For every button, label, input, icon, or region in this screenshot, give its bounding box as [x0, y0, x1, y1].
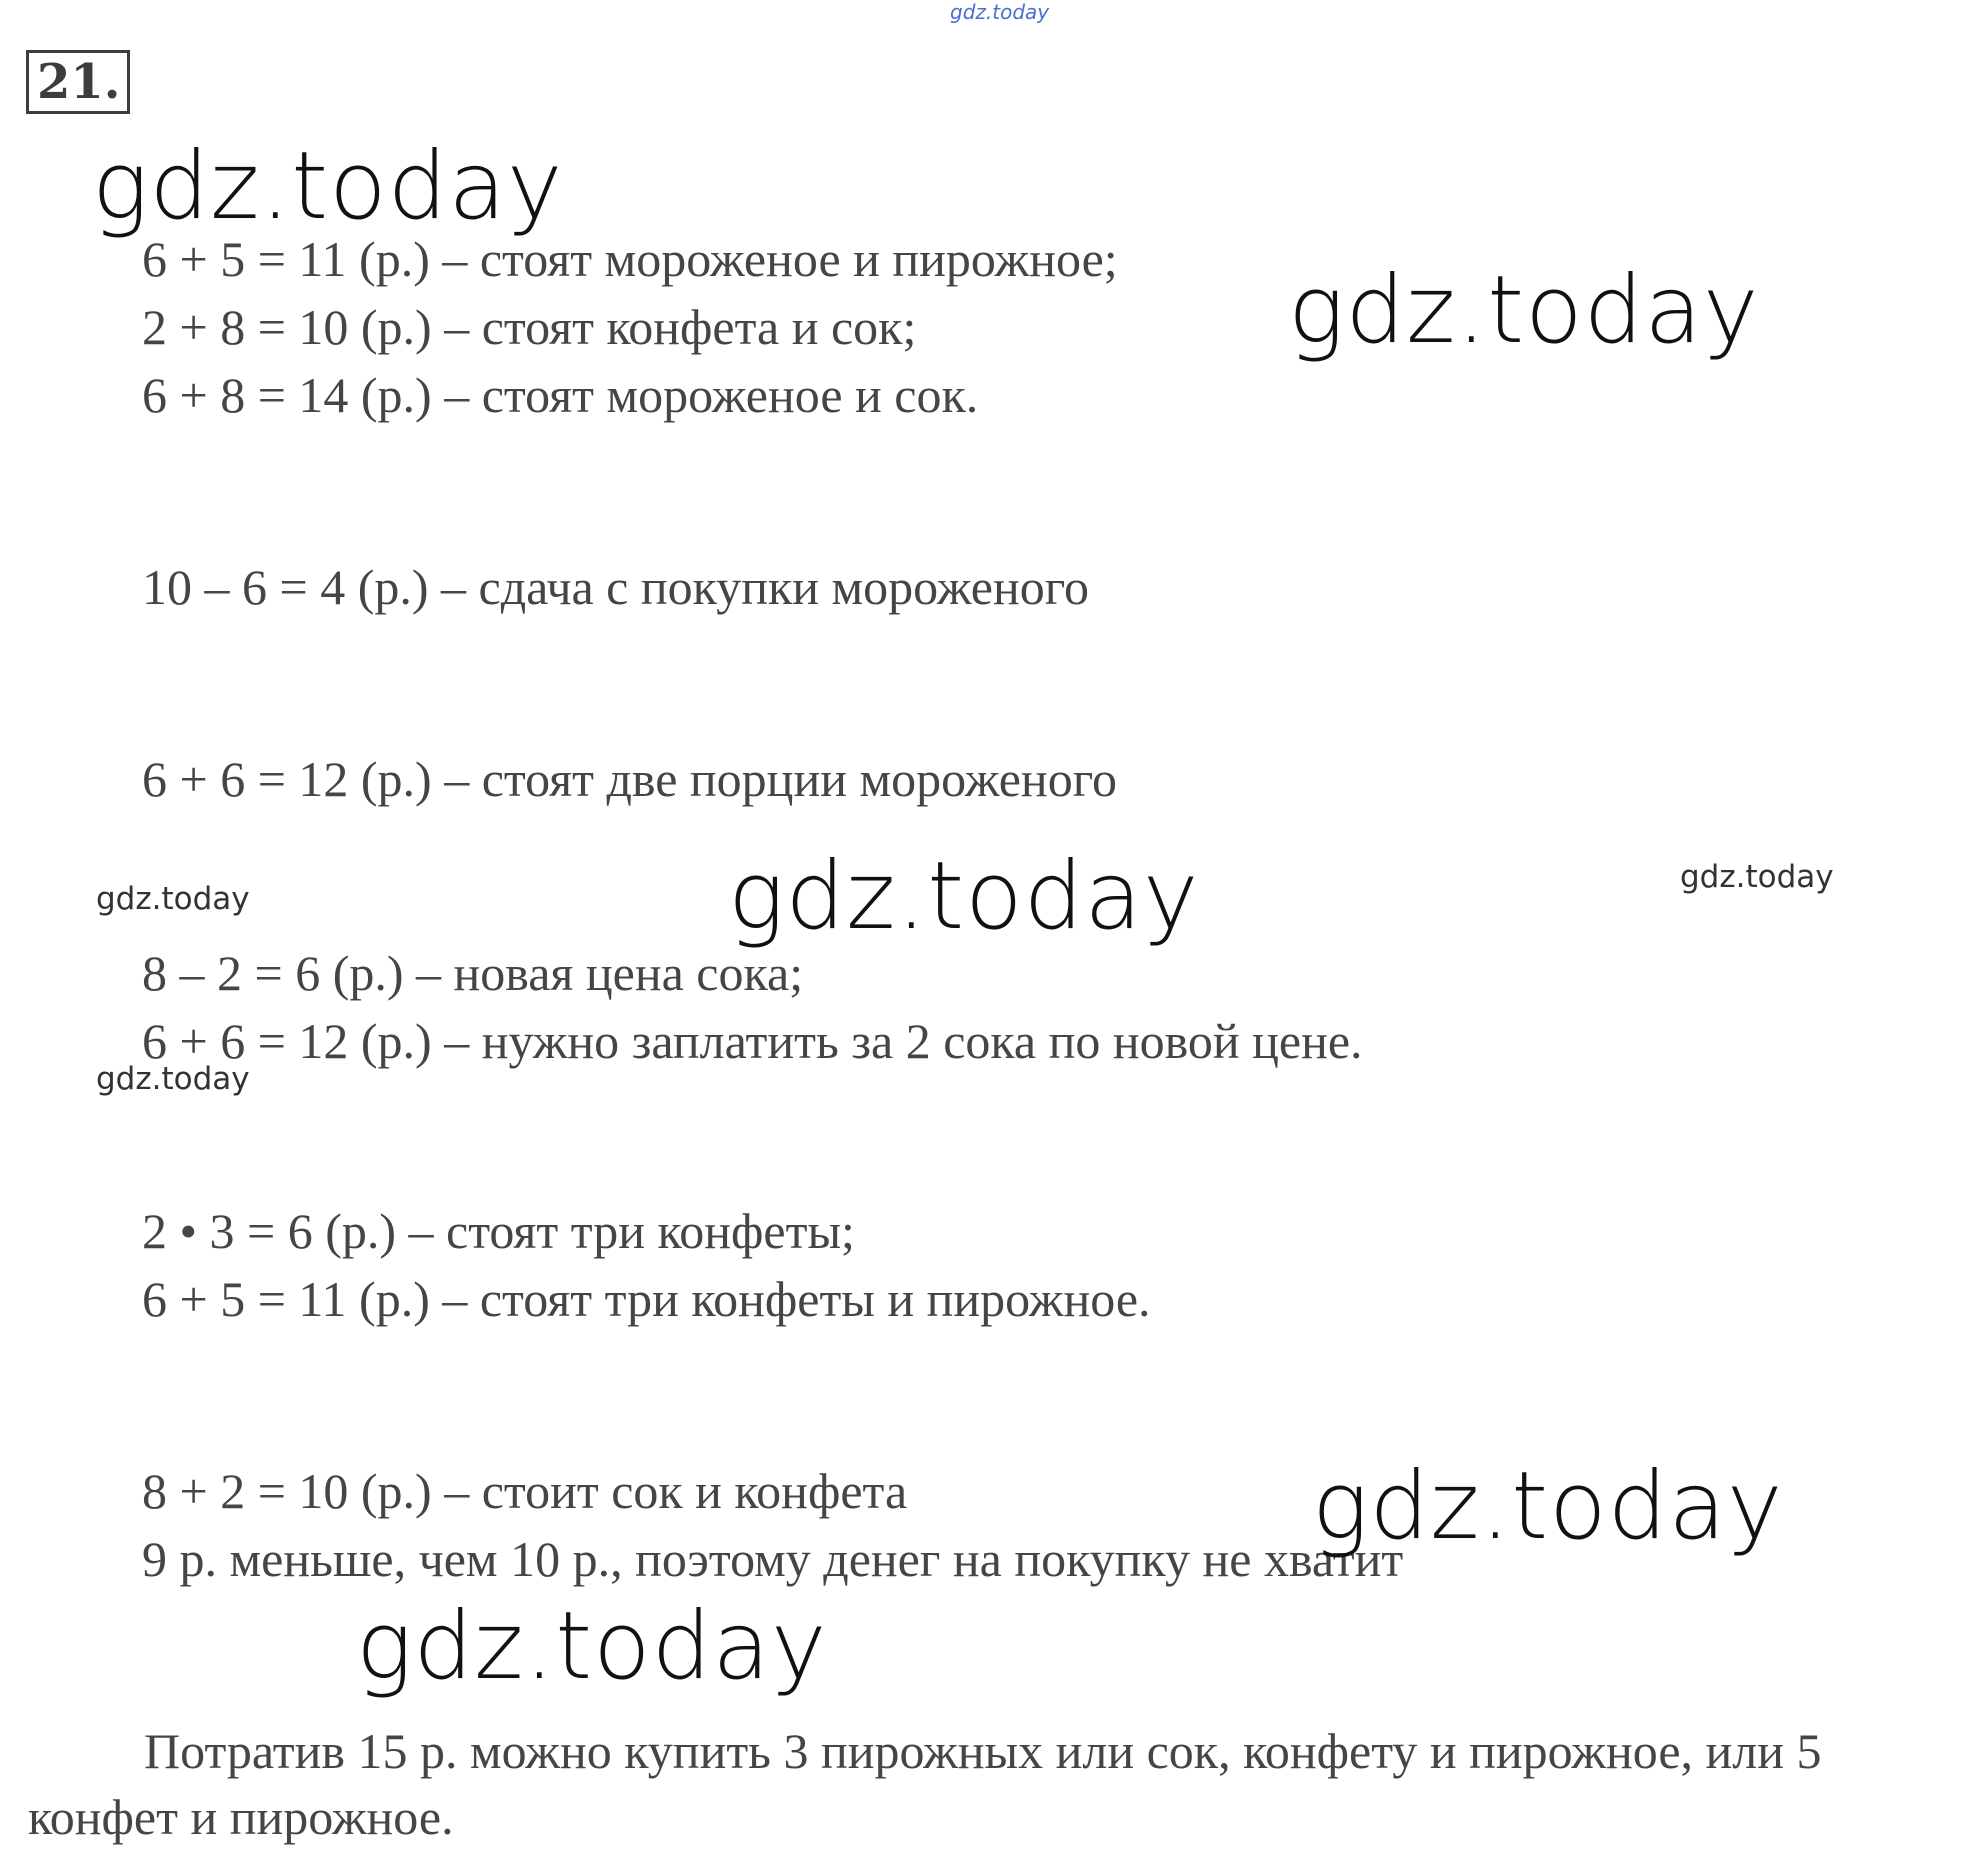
solution-line: 10 – 6 = 4 (р.) – сдача с покупки мороженого: [142, 559, 1089, 615]
solution-line: 6 + 6 = 12 (р.) – нужно заплатить за 2 сока по новой цене.: [142, 1013, 1363, 1069]
watermark-small-left-1: gdz.today: [96, 881, 250, 917]
solution-line: 6 + 6 = 12 (р.) – стоят две порции мороженого: [142, 751, 1117, 807]
solution-line: 2 + 8 = 10 (р.) – стоят конфета и сок;: [142, 299, 917, 355]
task-number: 21.: [26, 50, 130, 114]
conclusion-paragraph: Потратив 15 р. можно купить 3 пирожных или сок, конфету и пирожное, или 5 конфет и пирожное.: [28, 1723, 1822, 1845]
solution-line: 6 + 5 = 11 (р.) – стоят три конфеты и пирожное.: [142, 1271, 1151, 1327]
watermark-top: gdz.today: [950, 0, 1050, 24]
watermark-big-2: gdz.today: [1288, 256, 1760, 365]
solution-line: 6 + 5 = 11 (р.) – стоят мороженое и пирожное;: [142, 231, 1118, 287]
watermark-big-1: gdz.today: [92, 132, 564, 241]
solution-line: 2 • 3 = 6 (р.) – стоят три конфеты;: [142, 1203, 855, 1259]
solution-line: 8 + 2 = 10 (р.) – стоит сок и конфета: [142, 1463, 908, 1519]
solution-line: 9 р. меньше, чем 10 р., поэтому денег на покупку не хватит: [142, 1531, 1404, 1587]
watermark-small-left-2: gdz.today: [96, 1061, 250, 1097]
watermark-big-5: gdz.today: [356, 1592, 828, 1701]
watermark-big-4: gdz.today: [1312, 1452, 1784, 1561]
watermark-big-3: gdz.today: [728, 842, 1200, 951]
solution-line: 6 + 8 = 14 (р.) – стоят мороженое и сок.: [142, 367, 979, 423]
watermark-small-right: gdz.today: [1680, 859, 1834, 895]
solution-line: 8 – 2 = 6 (р.) – новая цена сока;: [142, 945, 804, 1001]
